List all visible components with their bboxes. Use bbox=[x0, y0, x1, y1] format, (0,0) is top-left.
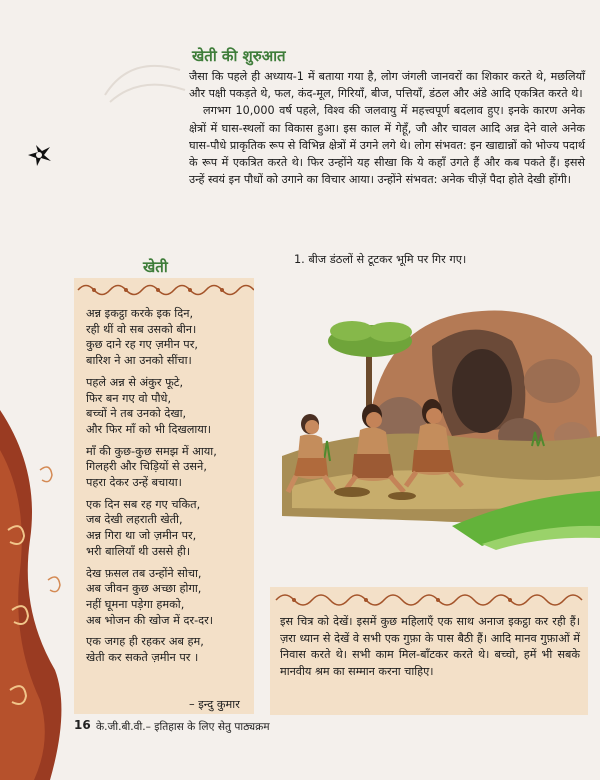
background-print-through bbox=[100, 50, 190, 110]
figure-caption: 1. बीज डंठलों से टूटकर भूमि पर गिर गए। bbox=[294, 253, 467, 266]
poem-line: भरी बालियाँ थी उससे ही। bbox=[86, 544, 191, 558]
poem-line: फिर बन गए वो पौधे, bbox=[86, 391, 172, 405]
poem-line: खेती कर सकते ज़मीन पर । bbox=[86, 651, 199, 665]
poem-line: एक जगह ही रहकर अब हम, bbox=[86, 635, 204, 649]
poem-stanza bbox=[86, 306, 254, 369]
poem-author: – इन्दु कुमार bbox=[189, 698, 240, 711]
poem-text bbox=[86, 306, 254, 672]
poem-box-ornamental-border bbox=[74, 280, 254, 300]
poem-stanza bbox=[86, 497, 254, 560]
poem-stanza bbox=[86, 444, 254, 491]
poem-title: खेती bbox=[143, 258, 168, 276]
poem-line: बच्चों ने तब उनको देखा, bbox=[86, 407, 187, 421]
intro-text bbox=[189, 68, 585, 188]
left-page-swirl-decoration bbox=[0, 410, 75, 780]
poem-line: अब भोजन की खोज में दर-दर। bbox=[86, 613, 214, 627]
poem-line: बारिश ने आ उनको सींचा। bbox=[86, 354, 192, 368]
poem-line: एक दिन सब रह गए चकित, bbox=[86, 497, 201, 511]
poem-line: जब देखी लहराती खेती, bbox=[86, 513, 183, 527]
poem-line: रही थीं वो सब उसको बीन। bbox=[86, 322, 197, 336]
intro-paragraph-1: जैसा कि पहले ही अध्याय-1 में बताया गया है, लोग जंगली जानवरों का शिकार करते थे, मछलियाँ और पक्षी पकड़ते थे, फल, कंद-मूल, गिरियाँ, बीज, पत्तियाँ, डंठल और अंडे आदि एकत्रित करते थे। bbox=[189, 70, 585, 101]
intro-paragraph-2: लगभग 10,000 वर्ष पहले, विश्व की जलवायु में महत्त्वपूर्ण बदलाव हुए। इनके कारण अनेक क्षेत्रों में घास-स्थलों का विकास हुआ। इस काल में गेहूँ, जौ और चावल आदि अन्न देने वाले अनेक घास-पौधे प्राकृतिक रूप से विभिन्न क्षेत्रों में उगने लगे थे। लोग संभवत: इन खाद्यान्नों को भोज्य पदार्थ के रूप में एकत्रित करते थे। फिर उन्होंने यह सीखा कि ये कहाँ उगते हैं और कब पकते हैं। इससे उन्हें स्वयं इन पौधों को उगाने का विचार आया। उन्होंने संभवत: अनेक चीज़ें पैदा होते देखी होंगी। bbox=[189, 104, 585, 187]
poem-line: कुछ दाने रह गए ज़मीन पर, bbox=[86, 338, 198, 352]
poem-line: पहले अन्न से अंकुर फूटे, bbox=[86, 375, 184, 389]
poem-line: माँ की कुछ-कुछ समझ में आया, bbox=[86, 444, 217, 458]
page-number: 16 bbox=[74, 718, 91, 732]
caption-text: इस चित्र को देखें। इसमें कुछ महिलाएँ एक साथ अनाज इकट्ठा कर रही हैं। ज़रा ध्यान से देखें वे सभी एक गुफ़ा के पास बैठी हैं। आदि मानव गुफ़ाओं में निवास करते थे। सभी काम मिल-बाँटकर करते थे। बच्चो, हमें भी सबके मानवीय श्रम का सम्मान करना चाहिए। bbox=[280, 615, 580, 678]
gathering-women-illustration bbox=[282, 286, 600, 576]
poem-line: पहरा देकर उन्हें बचाया। bbox=[86, 476, 182, 490]
poem-line: अन्न गिरा था जो ज़मीन पर, bbox=[86, 529, 197, 543]
poem-stanza bbox=[86, 375, 254, 438]
poem-stanza bbox=[86, 566, 254, 629]
star-ornament-icon bbox=[24, 143, 54, 169]
caption-box-ornamental-border bbox=[270, 589, 588, 611]
section-heading: खेती की शुरुआत bbox=[192, 47, 286, 65]
poem-stanza bbox=[86, 634, 254, 665]
poem-line: गिलहरी और चिड़ियों से उसने, bbox=[86, 460, 207, 474]
poem-line: देख फ़सल तब उन्होंने सोचा, bbox=[86, 566, 202, 580]
poem-line: और फिर माँ को भी दिखलाया। bbox=[86, 422, 212, 436]
footer-text: के.जी.बी.वी.– इतिहास के लिए सेतु पाठ्यक्रम bbox=[96, 721, 270, 733]
poem-line: अब जीवन कुछ अच्छा होगा, bbox=[86, 582, 202, 596]
poem-line: अन्न इकट्ठा करके इक दिन, bbox=[86, 307, 194, 320]
poem-line: नहीं घूमना पड़ेगा हमको, bbox=[86, 597, 185, 611]
